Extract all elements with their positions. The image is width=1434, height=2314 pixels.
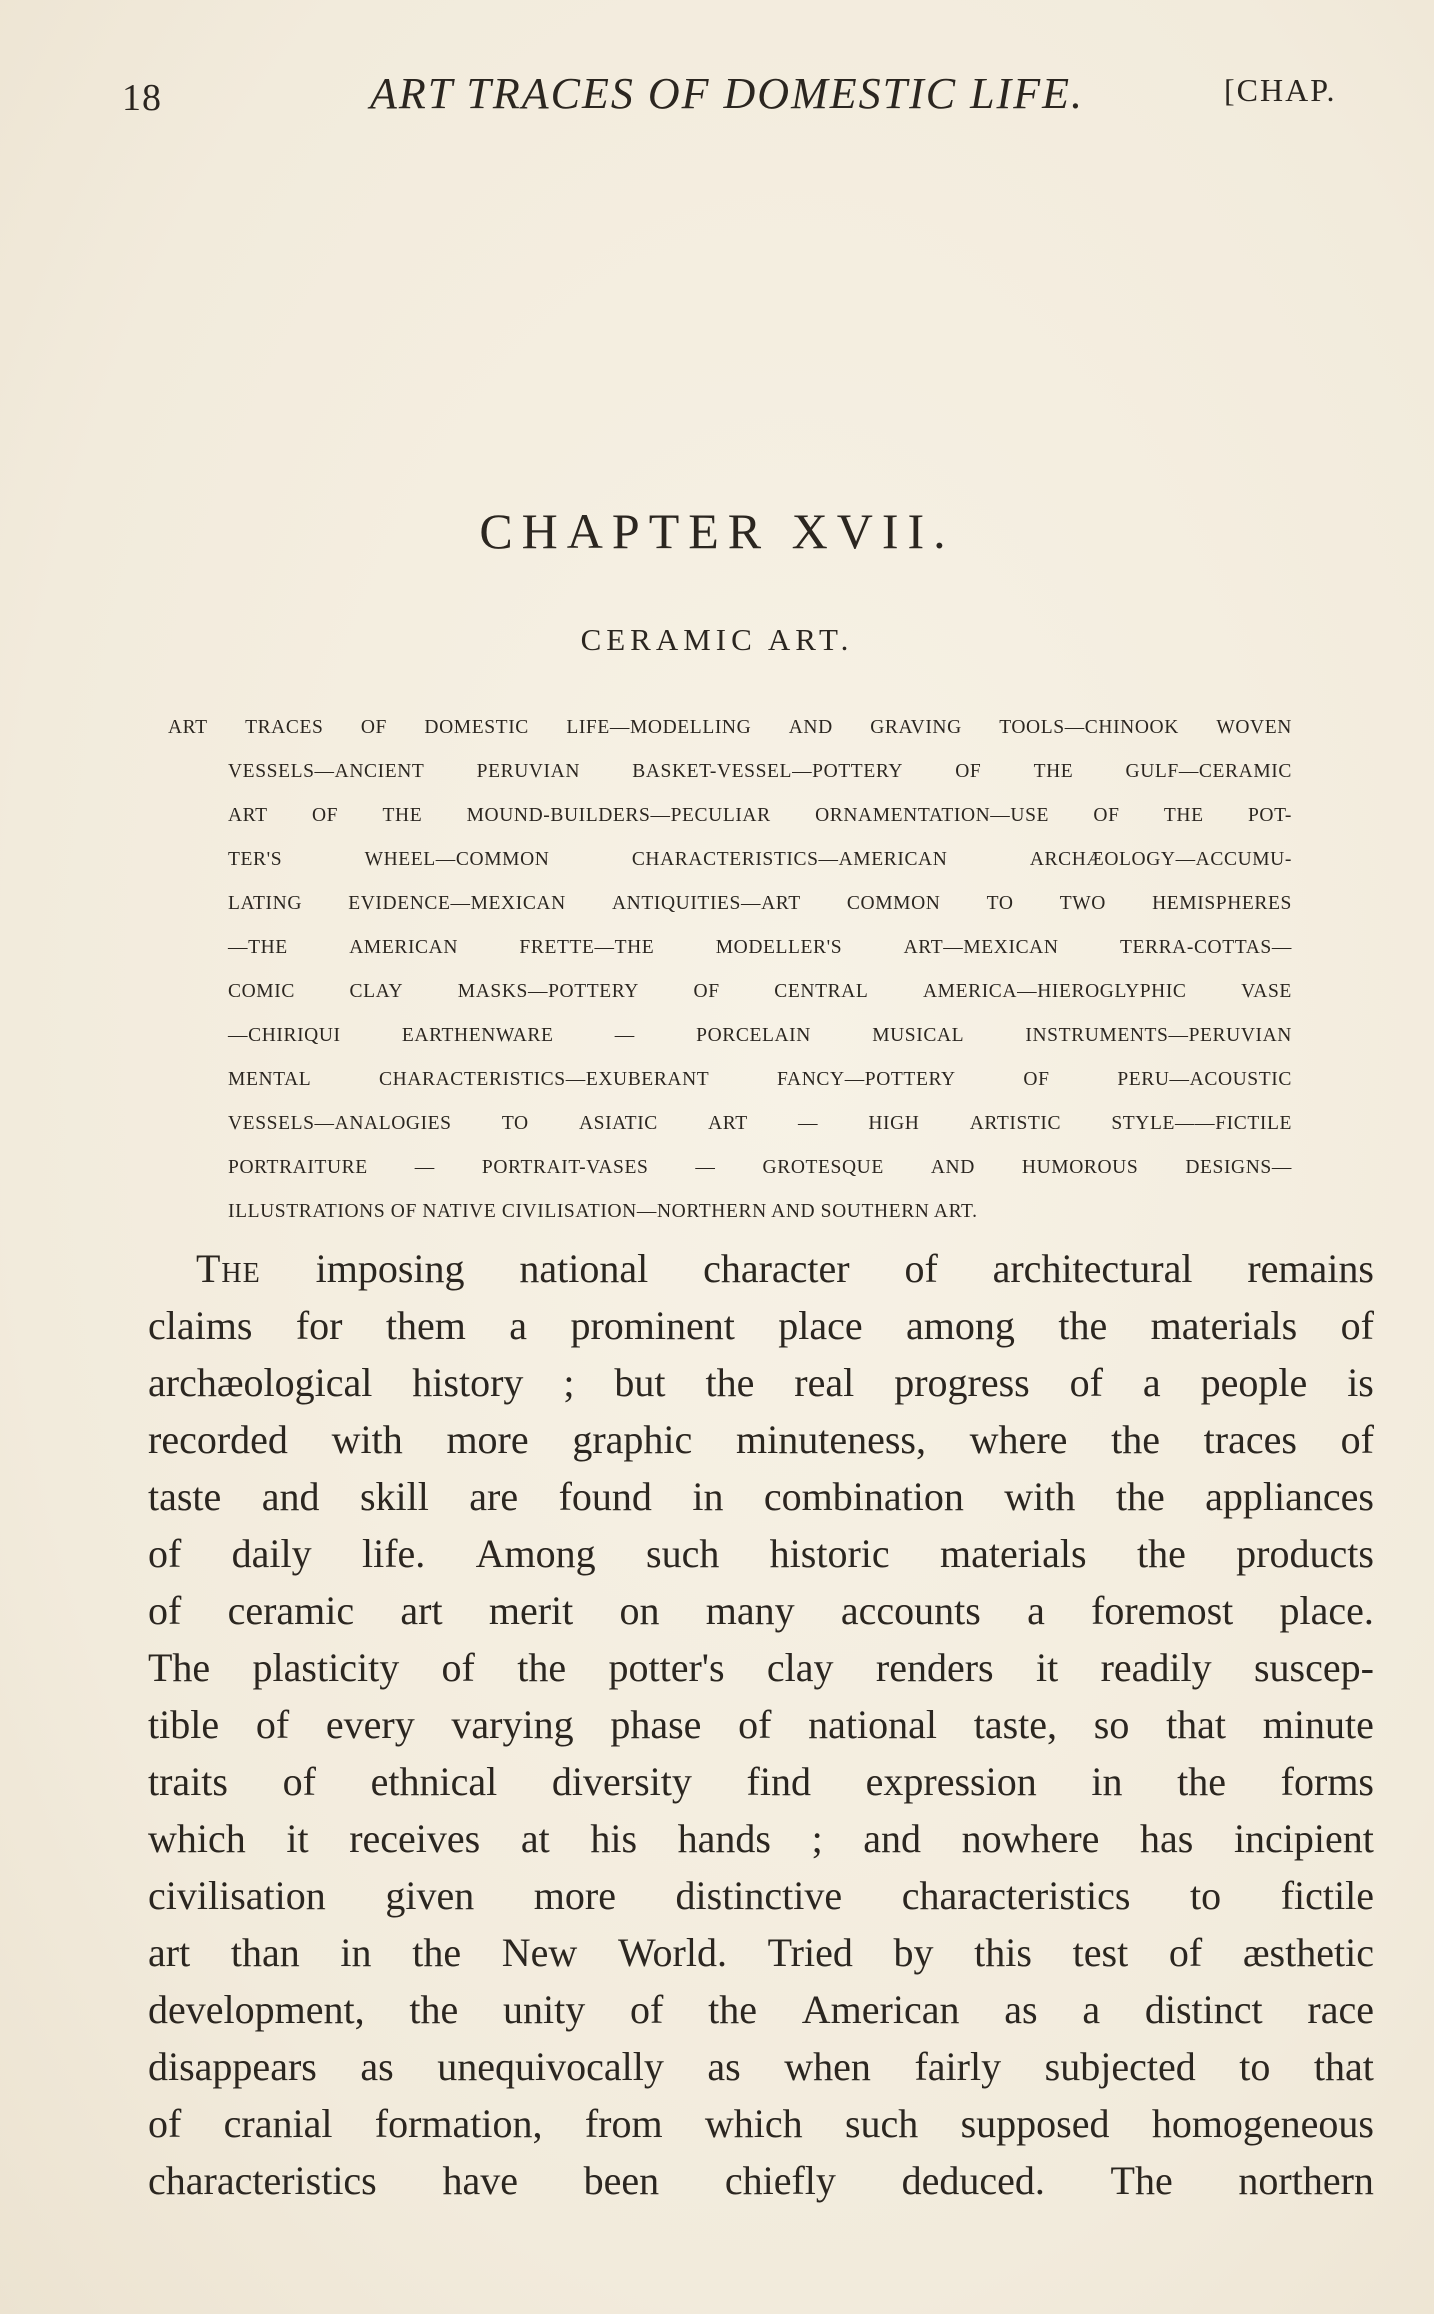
synopsis-line: ART OF THE MOUND-BUILDERS—PECULIAR ORNAMENTATION—USE OF THE POT-: [228, 805, 1292, 826]
body-line: The imposing national character of architectural remains: [196, 1246, 1374, 1291]
body-line: of ceramic art merit on many accounts a foremost place.: [148, 1588, 1374, 1633]
chapter-subject: CERAMIC ART.: [580, 622, 854, 657]
synopsis-line: COMIC CLAY MASKS—POTTERY OF CENTRAL AMERICA—HIEROGLYPHIC VASE: [228, 981, 1292, 1002]
synopsis-line: ILLUSTRATIONS OF NATIVE CIVILISATION—NORTHERN AND SOUTHERN ART.: [228, 1201, 978, 1222]
body-line: of daily life. Among such historic materials the products: [148, 1531, 1374, 1576]
body-line: traits of ethnical diversity find expression in the forms: [148, 1759, 1374, 1804]
body-line: of cranial formation, from which such supposed homogeneous: [148, 2101, 1374, 2146]
body-line: disappears as unequivocally as when fairly subjected to that: [148, 2044, 1374, 2089]
body-line: The plasticity of the potter's clay renders it readily suscep-: [148, 1645, 1374, 1690]
body-line: development, the unity of the American as a distinct race: [148, 1987, 1374, 2032]
body-line: archæological history ; but the real progress of a people is: [148, 1360, 1374, 1405]
page-number: 18: [122, 77, 162, 119]
chapter-synopsis: [168, 706, 1292, 1234]
synopsis-line: VESSELS—ANALOGIES TO ASIATIC ART — HIGH ARTISTIC STYLE——FICTILE: [228, 1113, 1292, 1134]
synopsis-line: —THE AMERICAN FRETTE—THE MODELLER'S ART—MEXICAN TERRA-COTTAS—: [228, 937, 1292, 958]
synopsis-line: TER'S WHEEL—COMMON CHARACTERISTICS—AMERICAN ARCHÆOLOGY—ACCUMU-: [228, 849, 1292, 870]
body-line: tible of every varying phase of national taste, so that minute: [148, 1702, 1374, 1747]
synopsis-line: ART TRACES OF DOMESTIC LIFE—MODELLING AND GRAVING TOOLS—CHINOOK WOVEN: [168, 717, 1292, 738]
body-line: taste and skill are found in combination with the appliances: [148, 1474, 1374, 1519]
running-head: [122, 66, 1352, 126]
body-line: characteristics have been chiefly deduced. The northern: [148, 2158, 1374, 2203]
body-line: recorded with more graphic minuteness, where the traces of: [148, 1417, 1374, 1462]
body-text: [148, 1240, 1374, 2209]
chapter-number: CHAPTER XVII.: [479, 503, 955, 559]
chapter-marker: [CHAP.: [1224, 72, 1337, 108]
body-line: art than in the New World. Tried by this test of æsthetic: [148, 1930, 1374, 1975]
synopsis-line: PORTRAITURE — PORTRAIT-VASES — GROTESQUE AND HUMOROUS DESIGNS—: [228, 1157, 1292, 1178]
body-line: civilisation given more distinctive characteristics to fictile: [148, 1873, 1374, 1918]
synopsis-line: VESSELS—ANCIENT PERUVIAN BASKET-VESSEL—POTTERY OF THE GULF—CERAMIC: [228, 761, 1292, 782]
running-title: ART TRACES OF DOMESTIC LIFE.: [370, 69, 1084, 118]
synopsis-line: —CHIRIQUI EARTHENWARE — PORCELAIN MUSICAL INSTRUMENTS—PERUVIAN: [228, 1025, 1292, 1046]
body-line: claims for them a prominent place among the materials of: [148, 1303, 1374, 1348]
synopsis-line: LATING EVIDENCE—MEXICAN ANTIQUITIES—ART COMMON TO TWO HEMISPHERES: [228, 893, 1292, 914]
body-line: which it receives at his hands ; and nowhere has incipient: [148, 1816, 1374, 1861]
synopsis-line: MENTAL CHARACTERISTICS—EXUBERANT FANCY—POTTERY OF PERU—ACOUSTIC: [228, 1069, 1292, 1090]
